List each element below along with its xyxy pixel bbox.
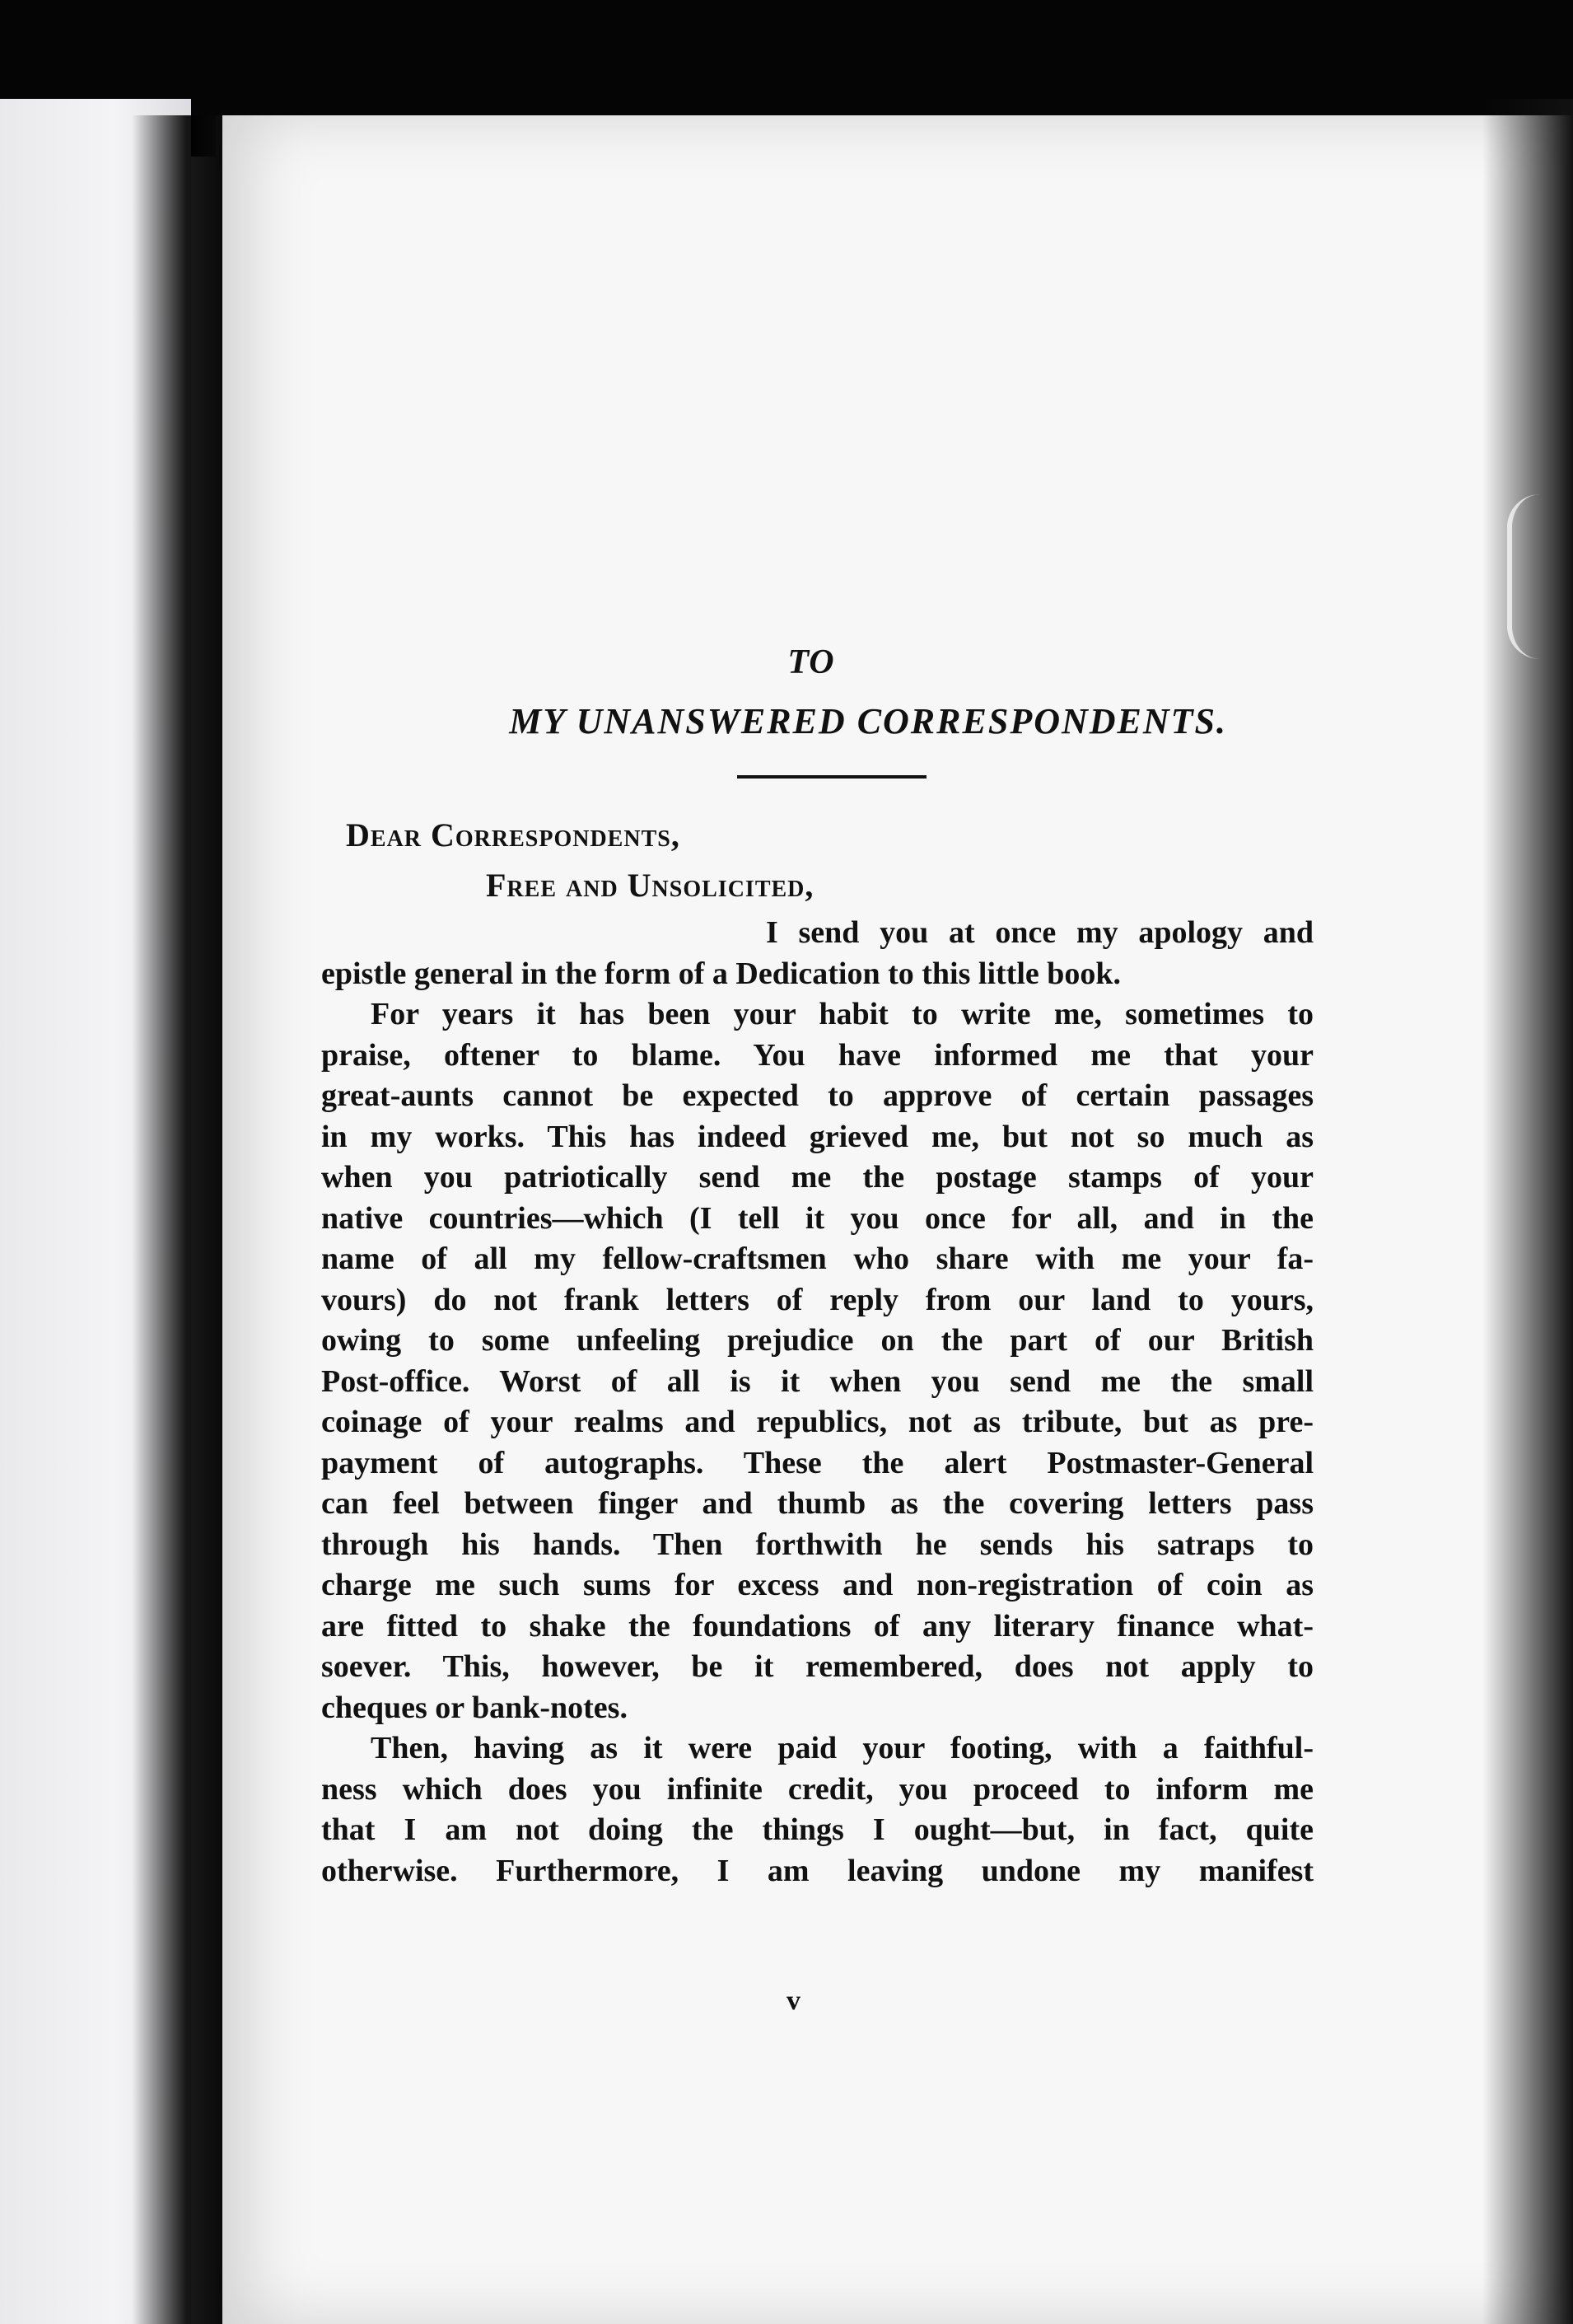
dedication-text-block	[321, 643, 1318, 1891]
page-gutter	[132, 115, 222, 2324]
text-line: Then, having as it were paid your footing, with a faithful-	[371, 1731, 1314, 1765]
text-line: otherwise. Furthermore, I am leaving undone my manifest	[321, 1853, 1314, 1888]
paragraph-3	[321, 1728, 1318, 1891]
salutation-line-1: Dear Correspondents,	[346, 816, 680, 853]
text-line: ness which does you infinite credit, you proceed to inform me	[321, 1771, 1314, 1807]
dedication-heading: MY UNANSWERED CORRESPONDENTS.	[509, 701, 1227, 741]
text-line: epistle general in the form of a Dedication to this little book.	[321, 956, 1122, 991]
text-line: Post-office. Worst of all is it when you send me the small	[321, 1363, 1314, 1399]
text-line: payment of autographs. These the alert Postmaster-General	[321, 1445, 1314, 1480]
page-number: v	[786, 1985, 801, 2016]
text-line: can feel between finger and thumb as the covering letters pass	[321, 1486, 1314, 1521]
text-line: that I am not doing the things I ought—but, in fact, quite	[321, 1812, 1314, 1847]
text-line: praise, oftener to blame. You have informed me that your	[321, 1037, 1314, 1073]
dedication-heading-to: TO	[787, 643, 835, 681]
salutation-line-2: Free and Unsolicited,	[486, 867, 815, 904]
text-line: name of all my fellow-craftsmen who share with me your fa-	[321, 1241, 1314, 1276]
text-line: in my works. This has indeed grieved me, but not so much as	[321, 1119, 1314, 1154]
text-line: soever. This, however, be it remembered, does not apply to	[321, 1649, 1314, 1684]
paragraph-1	[321, 913, 1318, 994]
text-line: coinage of your realms and republics, not as tribute, but as pre-	[321, 1405, 1314, 1439]
text-line: when you patriotically send me the postage stamps of your	[321, 1160, 1314, 1195]
text-line: charge me such sums for excess and non-registration of coin as	[321, 1568, 1314, 1602]
text-line: great-aunts cannot be expected to approve of certain passages	[321, 1078, 1314, 1113]
text-line: vours) do not frank letters of reply from our land to yours,	[321, 1282, 1314, 1317]
text-line: native countries—which (I tell it you once for all, and in the	[321, 1200, 1314, 1236]
text-line: owing to some unfeeling prejudice on the part of our British	[321, 1323, 1314, 1358]
text-line: cheques or bank-notes.	[321, 1690, 628, 1725]
text-line: through his hands. Then forthwith he sends his satraps to	[321, 1527, 1314, 1562]
heading-rule	[737, 775, 927, 779]
text-line: For years it has been your habit to write me, sometimes to	[371, 997, 1314, 1031]
page-crease-mark	[1507, 494, 1561, 659]
text-line: I send you at once my apology and	[766, 915, 1314, 950]
scan-right-border	[1482, 99, 1573, 2324]
paragraph-2	[321, 994, 1318, 1728]
text-line: are fitted to shake the foundations of any literary finance what-	[321, 1608, 1314, 1644]
